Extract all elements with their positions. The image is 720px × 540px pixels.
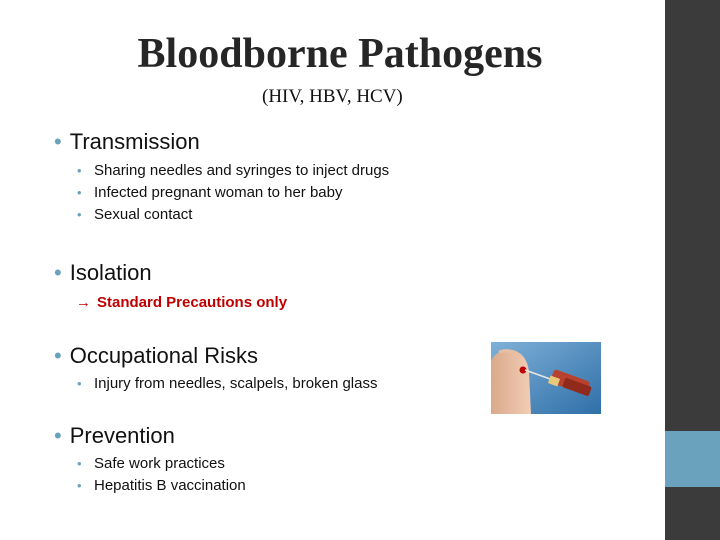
section-occupational-risks (54, 342, 377, 395)
section-heading (54, 128, 389, 156)
section-heading (54, 259, 287, 287)
bullet-icon: • (77, 163, 82, 178)
bullet-icon: • (77, 207, 82, 222)
bullet-icon: • (77, 456, 82, 471)
bullet-icon: • (54, 343, 62, 368)
section-prevention (54, 422, 246, 497)
item-label: Hepatitis B vaccination (94, 477, 246, 494)
section-heading (54, 422, 246, 450)
needle-finger-photo (491, 342, 601, 414)
bullet-icon: • (77, 478, 82, 493)
bullet-icon: • (54, 423, 62, 448)
item-label: Injury from needles, scalpels, broken glass (94, 375, 378, 392)
list-item (54, 453, 246, 475)
needle-finger-illustration (491, 342, 601, 414)
heading-label: Isolation (69, 260, 152, 285)
list-item (54, 373, 377, 395)
item-label: Sexual contact (94, 206, 193, 223)
list-item (54, 475, 246, 497)
isolation-note (54, 291, 287, 315)
right-bar-accent (665, 431, 720, 487)
item-label: Sharing needles and syringes to inject drugs (94, 162, 390, 179)
section-heading (54, 342, 377, 370)
heading-label: Transmission (69, 129, 200, 154)
heading-label: Occupational Risks (69, 343, 259, 368)
item-label: Infected pregnant woman to her baby (94, 184, 343, 201)
slide-title: Bloodborne Pathogens (137, 31, 543, 77)
isolation-note-text: Standard Precautions only (97, 294, 288, 311)
bullet-icon: • (54, 129, 62, 154)
bullet-icon: • (77, 376, 82, 391)
list-item (54, 204, 389, 226)
list-item (54, 160, 389, 182)
bullet-icon: • (77, 185, 82, 200)
list-item (54, 182, 389, 204)
bullet-icon: • (54, 260, 62, 285)
item-label: Safe work practices (94, 455, 225, 472)
right-sidebar-bar (665, 0, 720, 540)
section-isolation (54, 259, 287, 315)
slide-subtitle: (HIV, HBV, HCV) (262, 86, 403, 107)
section-transmission (54, 128, 389, 226)
heading-label: Prevention (69, 423, 175, 448)
arrow-right-icon: → (76, 294, 91, 311)
